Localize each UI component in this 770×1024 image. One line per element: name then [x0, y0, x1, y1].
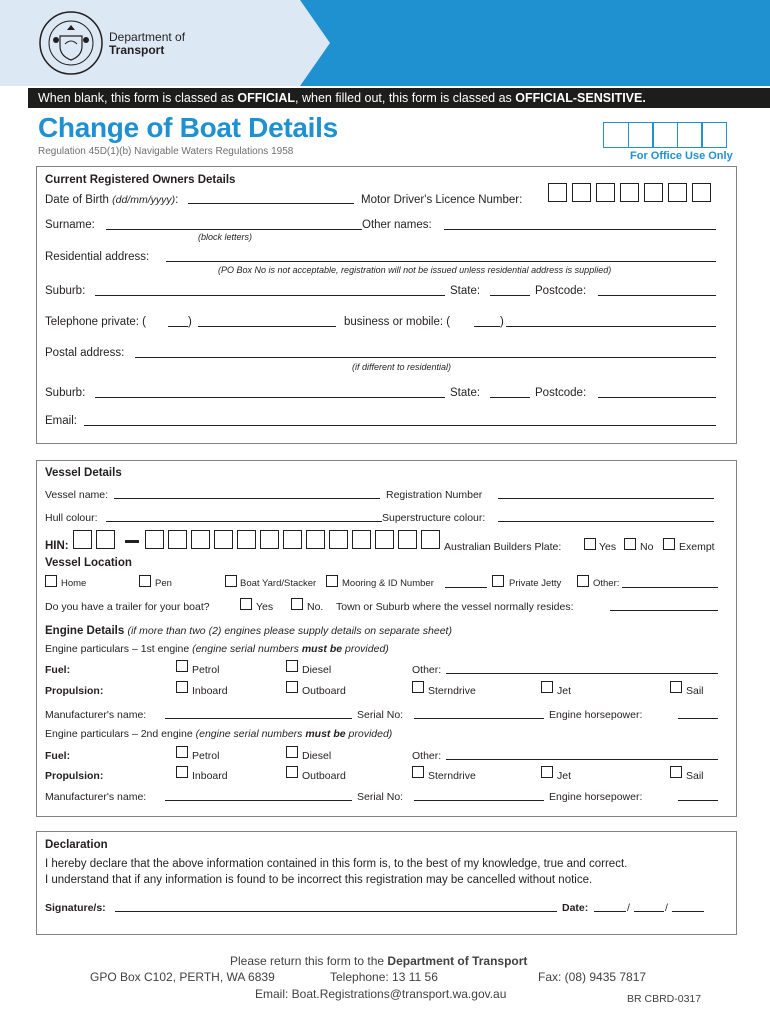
vessel-heading: Vessel Details — [45, 467, 122, 479]
block-letters-hint: (block letters) — [198, 232, 253, 242]
hull-input[interactable] — [106, 521, 382, 522]
hin-dash — [125, 540, 139, 543]
other-names-input[interactable] — [444, 229, 716, 230]
abp-exempt-checkbox[interactable] — [663, 538, 675, 550]
tel-private-area-input[interactable] — [168, 326, 188, 327]
tel-private-label: Telephone private: ( — [45, 316, 147, 328]
prop2-jet-checkbox[interactable] — [541, 766, 553, 778]
trailer-yes-label: Yes — [256, 601, 274, 613]
tel-private-input[interactable] — [198, 326, 336, 327]
loc-other-checkbox[interactable] — [577, 575, 589, 587]
prop1-outboard-label: Outboard — [302, 685, 346, 697]
fuel2-other-input[interactable] — [446, 759, 718, 760]
trailer-question: Do you have a trailer for your boat? — [45, 601, 210, 613]
page-header — [0, 0, 770, 86]
fuel2-petrol-checkbox[interactable] — [176, 746, 188, 758]
if-different-hint: (if different to residential) — [352, 362, 452, 372]
location-heading: Vessel Location — [45, 557, 132, 569]
other-names-label: Other names: — [362, 219, 432, 231]
loc-mooring-label: Mooring & ID Number — [342, 578, 434, 589]
serial2-input[interactable] — [414, 800, 544, 801]
fuel1-petrol-checkbox[interactable] — [176, 660, 188, 672]
vessel-name-input[interactable] — [114, 498, 380, 499]
licence-box[interactable] — [548, 183, 567, 202]
state-label: State: — [450, 285, 481, 297]
trailer-yes-checkbox[interactable] — [240, 598, 252, 610]
trailer-no-label: No. — [307, 601, 324, 613]
suburb-input[interactable] — [95, 295, 445, 296]
date-day-input[interactable] — [594, 911, 626, 912]
hin-label: HIN: — [45, 540, 69, 552]
banner-text-2: , when filled out, this form is classed as — [295, 91, 516, 105]
dob-label: Date of Birth (dd/mm/yyyy): — [45, 194, 179, 206]
hin-box[interactable] — [398, 530, 417, 549]
email-input[interactable] — [84, 425, 716, 426]
loc-jetty-checkbox[interactable] — [492, 575, 504, 587]
fuel2-diesel-label: Diesel — [302, 750, 332, 762]
loc-other-label: Other: — [593, 578, 620, 589]
prop1-jet-label: Jet — [557, 685, 572, 697]
postcode2-input[interactable] — [598, 397, 716, 398]
engine2-heading: Engine particulars – 2nd engine (engine serial numbers must be provided) — [45, 728, 393, 740]
postcode2-label: Postcode: — [535, 387, 587, 399]
engine-heading: Engine Details — [45, 625, 125, 637]
surname-label: Surname: — [45, 219, 95, 231]
town-label: Town or Suburb where the vessel normally resides: — [336, 601, 574, 613]
licence-box[interactable] — [596, 183, 615, 202]
declaration-line1: I hereby declare that the above information contained in this form is, to the best of my knowledge, true and correct. — [45, 858, 628, 870]
prop2-sterndrive-label: Sterndrive — [428, 770, 476, 782]
tel-private-close: ) — [188, 316, 192, 328]
mooring-id-input[interactable] — [445, 587, 487, 588]
email-label: Email: — [45, 415, 77, 427]
loc-pen-label: Pen — [155, 578, 172, 589]
fuel1-other-input[interactable] — [446, 673, 718, 674]
hp2-input[interactable] — [678, 800, 718, 801]
fuel1-diesel-label: Diesel — [302, 664, 332, 676]
business-area-input[interactable] — [474, 326, 500, 327]
abp-no-label: No — [640, 541, 654, 553]
hin-box[interactable] — [375, 530, 394, 549]
classification-banner — [28, 88, 770, 108]
hin-box[interactable] — [237, 530, 256, 549]
postcode-input[interactable] — [598, 295, 716, 296]
department-name — [109, 31, 185, 57]
date-sep-1: / — [627, 902, 630, 914]
licence-box[interactable] — [668, 183, 687, 202]
fuel2-other-label: Other: — [412, 750, 442, 762]
abp-label: Australian Builders Plate: — [444, 541, 562, 553]
hull-label: Hull colour: — [45, 512, 98, 524]
hin-box[interactable] — [352, 530, 371, 549]
footer-email[interactable]: Email: Boat.Registrations@transport.wa.gov.au — [255, 987, 507, 1001]
fuel2-petrol-label: Petrol — [192, 750, 220, 762]
office-box — [603, 122, 629, 148]
serial1-input[interactable] — [414, 718, 544, 719]
prop2-inboard-label: Inboard — [192, 770, 228, 782]
footer-telephone: Telephone: 13 11 56 — [330, 970, 438, 984]
rego-label: Registration Number — [386, 489, 483, 501]
office-box — [701, 122, 727, 148]
loc-jetty-label: Private Jetty — [509, 578, 562, 589]
prop1-sail-checkbox[interactable] — [670, 681, 682, 693]
fuel1-diesel-checkbox[interactable] — [286, 660, 298, 672]
licence-box[interactable] — [692, 183, 711, 202]
prop1-outboard-checkbox[interactable] — [286, 681, 298, 693]
loc-home-checkbox[interactable] — [45, 575, 57, 587]
prop2-label: Propulsion: — [45, 770, 104, 782]
state2-label: State: — [450, 387, 481, 399]
loc-pen-checkbox[interactable] — [139, 575, 151, 587]
engine-note: (if more than two (2) engines please supply details on separate sheet) — [127, 625, 452, 637]
hin-box[interactable] — [168, 530, 187, 549]
prop2-sterndrive-checkbox[interactable] — [412, 766, 424, 778]
prop1-jet-checkbox[interactable] — [541, 681, 553, 693]
prop2-sail-checkbox[interactable] — [670, 766, 682, 778]
banner-sensitive: OFFICIAL-SENSITIVE. — [515, 91, 646, 105]
abp-no-checkbox[interactable] — [624, 538, 636, 550]
dob-input[interactable] — [188, 203, 354, 204]
manu2-label: Manufacturer's name: — [45, 791, 147, 803]
prop1-sterndrive-checkbox[interactable] — [412, 681, 424, 693]
engine1-heading: Engine particulars – 1st engine (engine serial numbers must be provided) — [45, 643, 389, 655]
header-blue-panel — [300, 0, 770, 86]
prop1-sail-label: Sail — [686, 685, 704, 697]
hin-box[interactable] — [96, 530, 115, 549]
hin-box[interactable] — [421, 530, 440, 549]
dept-line-2: Transport — [109, 43, 165, 57]
prop1-inboard-checkbox[interactable] — [176, 681, 188, 693]
loc-yard-label: Boat Yard/Stacker — [240, 578, 317, 589]
hin-box[interactable] — [283, 530, 302, 549]
hp1-input[interactable] — [678, 718, 718, 719]
fuel2-label: Fuel: — [45, 750, 71, 762]
office-use-label: For Office Use Only — [630, 150, 733, 162]
declaration-heading: Declaration — [45, 839, 108, 851]
footer-address: GPO Box C102, PERTH, WA 6839 — [90, 970, 275, 984]
prop2-inboard-checkbox[interactable] — [176, 766, 188, 778]
hin-box[interactable] — [306, 530, 325, 549]
loc-home-label: Home — [61, 578, 87, 589]
banner-official: OFFICIAL — [237, 91, 296, 105]
signature-label: Signature/s: — [45, 902, 106, 914]
owners-section — [36, 166, 737, 444]
footer-fax: Fax: (08) 9435 7817 — [538, 970, 647, 984]
vessel-name-label: Vessel name: — [45, 489, 109, 501]
licence-box[interactable] — [620, 183, 639, 202]
hp1-label: Engine horsepower: — [549, 709, 643, 721]
date-month-input[interactable] — [634, 911, 664, 912]
manu1-input[interactable] — [165, 718, 352, 719]
office-box — [652, 122, 678, 148]
office-box — [677, 122, 703, 148]
fuel1-other-label: Other: — [412, 664, 442, 676]
postal-label: Postal address: — [45, 347, 125, 359]
date-label: Date: — [562, 902, 589, 914]
form-subtitle: Regulation 45D(1)(b) Navigable Waters Regulations 1958 — [38, 146, 294, 157]
prop2-sail-label: Sail — [686, 770, 704, 782]
prop2-jet-label: Jet — [557, 770, 572, 782]
residential-label: Residential address: — [45, 251, 150, 263]
licence-box[interactable] — [644, 183, 663, 202]
hin-box[interactable] — [191, 530, 210, 549]
trailer-no-checkbox[interactable] — [291, 598, 303, 610]
loc-other-input[interactable] — [622, 587, 718, 588]
super-label: Superstructure colour: — [382, 512, 486, 524]
prop2-outboard-label: Outboard — [302, 770, 346, 782]
suburb2-label: Suburb: — [45, 387, 86, 399]
residential-input[interactable] — [166, 261, 716, 262]
loc-mooring-checkbox[interactable] — [326, 575, 338, 587]
form-code: BR CBRD-0317 — [627, 993, 702, 1005]
serial2-label: Serial No: — [357, 791, 404, 803]
hin-box[interactable] — [260, 530, 279, 549]
fuel1-label: Fuel: — [45, 664, 71, 676]
abp-exempt-label: Exempt — [679, 541, 715, 553]
declaration-line2: I understand that if any information is found to be incorrect this registration may be cancelled without notice. — [45, 874, 593, 886]
government-crest-logo — [38, 10, 104, 76]
serial1-label: Serial No: — [357, 709, 404, 721]
office-use-boxes — [603, 122, 726, 148]
town-input[interactable] — [610, 610, 718, 611]
surname-input[interactable] — [106, 229, 362, 230]
licence-label: Motor Driver's Licence Number: — [361, 194, 523, 206]
licence-box[interactable] — [572, 183, 591, 202]
footer-return: Please return this form to the Department of Transport — [230, 954, 528, 968]
hin-box[interactable] — [329, 530, 348, 549]
hin-box[interactable] — [73, 530, 92, 549]
abp-yes-checkbox[interactable] — [584, 538, 596, 550]
business-input[interactable] — [506, 326, 716, 327]
loc-yard-checkbox[interactable] — [225, 575, 237, 587]
engine-heading-line — [45, 625, 452, 637]
office-box — [628, 122, 654, 148]
hp2-label: Engine horsepower: — [549, 791, 643, 803]
owners-heading: Current Registered Owners Details — [45, 174, 236, 186]
prop1-sterndrive-label: Sterndrive — [428, 685, 476, 697]
date-year-input[interactable] — [672, 911, 704, 912]
business-label: business or mobile: ( — [344, 316, 451, 328]
signature-input[interactable] — [115, 911, 557, 912]
postcode-label: Postcode: — [535, 285, 587, 297]
manu1-label: Manufacturer's name: — [45, 709, 147, 721]
fuel2-diesel-checkbox[interactable] — [286, 746, 298, 758]
fuel1-petrol-label: Petrol — [192, 664, 220, 676]
state-input[interactable] — [490, 295, 530, 296]
prop1-label: Propulsion: — [45, 685, 104, 697]
hin-box[interactable] — [145, 530, 164, 549]
prop1-inboard-label: Inboard — [192, 685, 228, 697]
prop2-outboard-checkbox[interactable] — [286, 766, 298, 778]
postal-input[interactable] — [135, 357, 716, 358]
date-sep-2: / — [665, 902, 668, 914]
super-input[interactable] — [498, 521, 714, 522]
form-title: Change of Boat Details — [38, 112, 338, 143]
suburb-label: Suburb: — [45, 285, 86, 297]
suburb2-input[interactable] — [95, 397, 445, 398]
rego-input[interactable] — [498, 498, 714, 499]
abp-yes-label: Yes — [599, 541, 617, 553]
po-box-note: (PO Box No is not acceptable, registration will not be issued unless residential address is supplied) — [218, 265, 612, 275]
banner-text-1: When blank, this form is classed as — [38, 91, 238, 105]
state2-input[interactable] — [490, 397, 530, 398]
business-close: ) — [500, 316, 504, 328]
hin-box[interactable] — [214, 530, 233, 549]
dept-line-1: Department of — [109, 30, 186, 44]
manu2-input[interactable] — [165, 800, 352, 801]
